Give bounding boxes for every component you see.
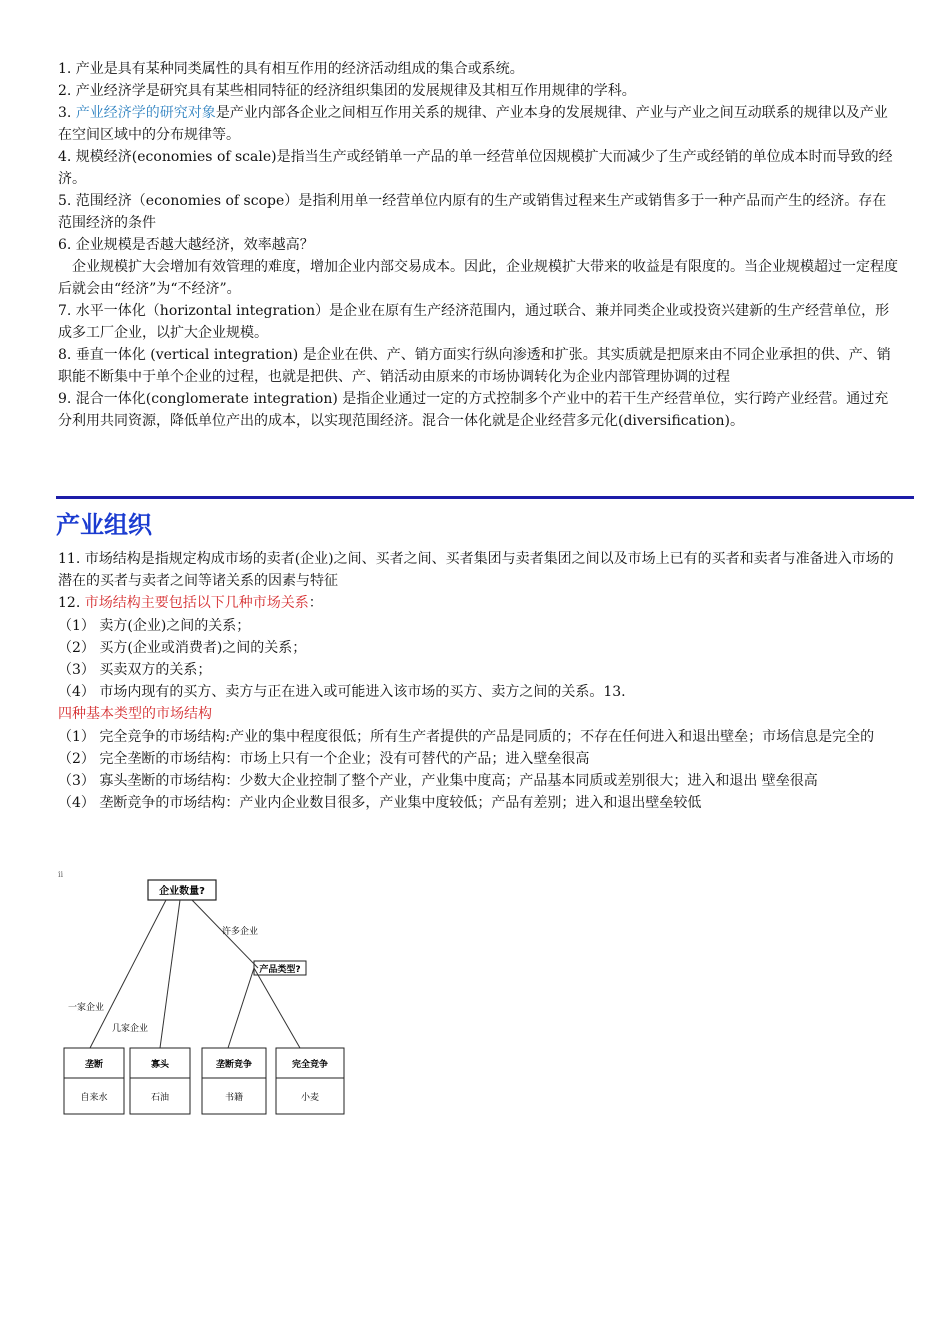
root-node-label: 企业数量? [159, 886, 205, 897]
paragraph-8: 8. 垂直一体化 (vertical integration) 是企业在供、产、销方面实行纵向渗透和扩张。其实质就是把原来由不同企业承担的供、产、销职能不断集中于单个企业的过程，也就是把供、产、销活动由原来的市场协调转化为企业内部管理协调的过程 [58, 347, 891, 385]
intro-section [58, 58, 898, 432]
leaf-type-label: 垄断 [84, 1060, 104, 1070]
edge-label-one: 一家企业 [68, 1003, 105, 1013]
paragraph-6: 6. 企业规模是否越大越经济，效率越高？ [58, 237, 314, 253]
market-types-heading: 四种基本类型的市场结构 [58, 706, 212, 723]
market-relations-heading: 市场结构主要包括以下几种市场关系 [84, 595, 309, 612]
paragraph-6-answer: 企业规模扩大会增加有效管理的难度，增加企业内部交易成本。因此，企业规模扩大带来的收益是有限度的。当企业规模超过一定程度后就会由“经济”为“不经济”。 [58, 259, 898, 297]
paragraph-12 [58, 592, 898, 614]
paragraph-3-text: 是产业内部各企业之间相互作用关系的规律、产业本身的发展规律、产业与产业之间互动联系的规律以及产业在空间区域中的分布规律等。 [58, 105, 888, 143]
paragraph-3 [58, 102, 898, 146]
market-type-1: （1） 完全竞争的市场结构:产业的集中程度很低；所有生产者提供的产品是同质的；不存在任何进入和退出壁垒；市场信息是完全的 [58, 728, 875, 745]
market-type-3: （3） 寡头垄断的市场结构：少数大企业控制了整个产业，产业集中度高；产品基本同质或差别很大；进入和退出 壁垒很高 [58, 773, 818, 790]
leaf-example-label: 小麦 [300, 1093, 320, 1103]
leaf-example-label: 石油 [150, 1093, 170, 1103]
paragraph-11: 11. 市场结构是指规定构成市场的卖者(企业)之间、买者之间、买者集团与卖者集团之间以及市场上已有的买者和卖者与准备进入市场的潜在的买者与卖者之间等诸关系的因素与特征 [58, 551, 894, 590]
leaf-monopoly [64, 1048, 124, 1114]
leaf-type-label: 完全竞争 [291, 1060, 329, 1070]
relation-3: （3） 买卖双方的关系； [58, 662, 212, 679]
relation-1: （1） 卖方(企业)之间的关系； [58, 617, 251, 634]
industrial-organization-section [58, 548, 898, 814]
edge-label-few: 几家企业 [112, 1024, 149, 1034]
relation-2: （2） 买方(企业或消费者)之间的关系； [58, 639, 307, 656]
paragraph-7: 7. 水平一体化（horizontal integration）是企业在原有生产经济范围内，通过联合、兼并同类企业或投资兴建新的生产经营单位，形成多工厂企业，以扩大企业规模。 [58, 303, 890, 341]
leaf-monopolistic-competition [202, 1048, 266, 1114]
market-type-4: （4） 垄断竞争的市场结构：产业内企业数目很多，产业集中度较低；产品有差别；进入和退出壁垒较低 [58, 795, 702, 812]
leaf-type-label: 寡头 [150, 1060, 170, 1070]
leaf-type-label: 垄断竞争 [215, 1060, 253, 1070]
paragraph-3-number: 3. [58, 105, 76, 121]
edge-label-many: 许多企业 [222, 927, 259, 937]
paragraph-1: 1. 产业是具有某种同类属性的具有相互作用的经济活动组成的集合或系统。 [58, 61, 524, 77]
section-title: 产业组织 [56, 511, 152, 539]
paragraph-12-colon: ： [308, 595, 323, 612]
image-marker: ⅱ [58, 870, 64, 879]
leaf-example-label: 自来水 [80, 1093, 108, 1103]
leaf-example-label: 书籍 [224, 1093, 244, 1103]
research-object-link[interactable]: 产业经济学的研究对象 [75, 105, 216, 121]
edge-homogeneous [254, 968, 300, 1048]
leaf-perfect-competition [276, 1048, 344, 1114]
paragraph-5: 5. 范围经济（economies of scope）是指利用单一经营单位内原有的生产或销售过程来生产或销售多于一种产品而产生的经济。存在范围经济的条件 [58, 193, 887, 231]
market-type-2: （2） 完全垄断的市场结构：市场上只有一个企业；没有可替代的产品；进入壁垒很高 [58, 750, 590, 767]
paragraph-9: 9. 混合一体化(conglomerate integration) 是指企业通过一定的方式控制多个产业中的若干生产经营单位，实行跨产业经营。通过充分利用共同资源，降低单位产出的成本，以实现范围经济。混合一体化就是企业经营多元化(diversification)。 [58, 391, 889, 429]
product-node-label: 产品类型? [259, 965, 301, 975]
relation-4: （4） 市场内现有的买方、卖方与正在进入或可能进入该市场的买方、卖方之间的关系。13. [58, 684, 626, 701]
paragraph-2: 2. 产业经济学是研究具有某些相同特征的经济组织集团的发展规律及其相互作用规律的学科。 [58, 83, 636, 99]
edge-differentiated [228, 968, 254, 1048]
leaf-oligopoly [130, 1048, 190, 1114]
paragraph-4: 4. 规模经济(economies of scale)是指当生产或经销单一产品的单一经营单位因规模扩大而减少了生产或经销的单位成本时而导致的经济。 [58, 149, 893, 187]
edge-few-firms [160, 900, 180, 1048]
section-divider [56, 496, 914, 499]
market-structure-tree [60, 876, 360, 1121]
paragraph-12-number: 12. [58, 595, 85, 612]
